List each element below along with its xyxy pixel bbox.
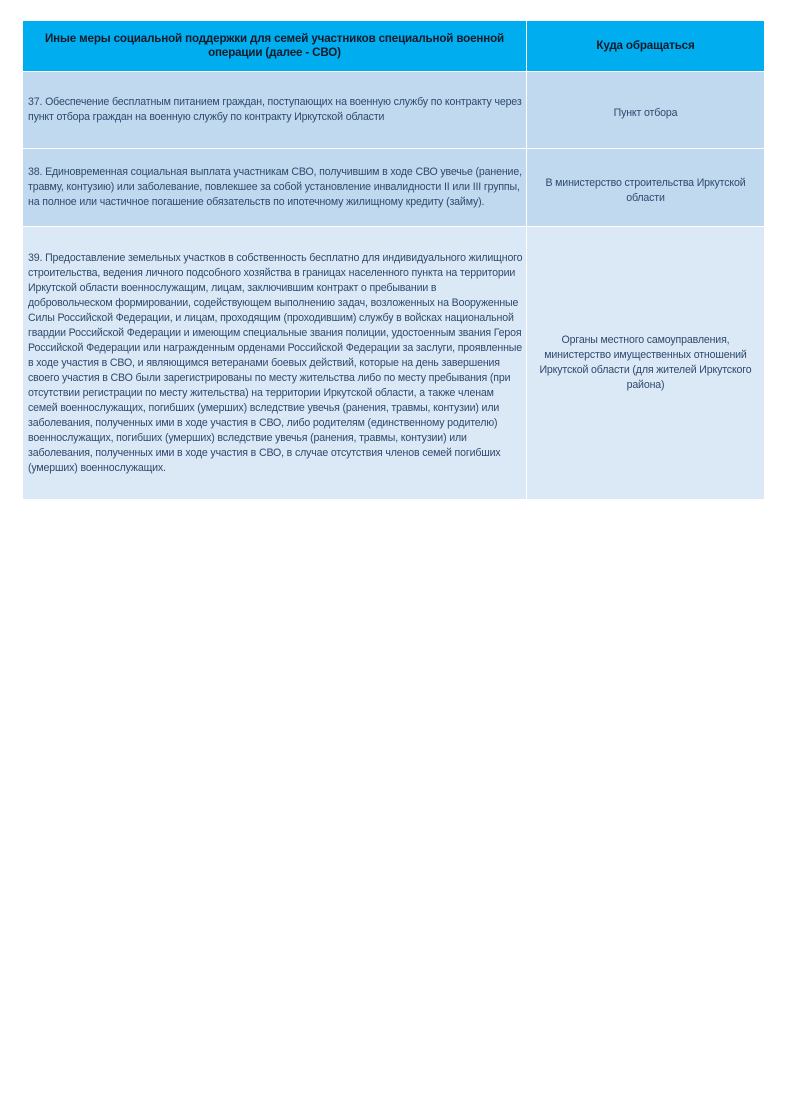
table-header-row (23, 21, 765, 72)
table-row (23, 149, 765, 227)
measure-cell: 38. Единовременная социальная выплата участникам СВО, получившим в ходе СВО увечье (ранение, травму, контузию) или заболевание, повлекшее за собой установление инвалидности II или III группы, на полное или частичное погашение обязательств по ипотечному жилищному кредиту (займу). (23, 149, 527, 227)
table-row (23, 227, 765, 500)
header-where: Куда обращаться (527, 21, 765, 72)
measure-cell: 37. Обеспечение бесплатным питанием граждан, поступающих на военную службу по контракту через пункт отбора граждан на военную службу по контракту Иркутской области (23, 72, 527, 149)
support-measures-table (22, 20, 765, 500)
header-measure: Иные меры социальной поддержки для семей участников специальной военной операции (далее - СВО) (23, 21, 527, 72)
table-row (23, 72, 765, 149)
where-cell: Органы местного самоуправления, министерство имущественных отношений Иркутской области (для жителей Иркутского района) (527, 227, 765, 500)
where-cell: В министерство строительства Иркутской области (527, 149, 765, 227)
measure-cell: 39. Предоставление земельных участков в собственность бесплатно для индивидуального жилищного строительства, ведения личного подсобного хозяйства в границах населенного пункта на территории Иркутской области военнослужащим, лицам, заключившим контракт о пребывании в добровольческом формировании, содействующем выполнению задач, возложенных на Вооруженные Силы Российской Федерации, и лицам, проходящим (проходившим) службу в войсках национальной гвардии Российской Федерации и имеющим специальные звания полиции, удостоенным звания Героя Российской Федерации или награжденным орденами Российской Федерации за заслуги, проявленные в ходе участия в СВО, и являющимся ветеранами боевых действий, которые на день завершения своего участия в СВО были зарегистрированы по месту жительства либо по месту пребывания (при отсутствии регистрации по месту жительства) на территории Иркутской области, а также членам семей военнослужащих, погибших (умерших) вследствие увечья (ранения, травмы, контузии) или заболевания, полученных ими в ходе участия в СВО, либо родителям (единственному родителю) военнослужащих, погибших (умерших) вследствие увечья (ранения, травмы, контузии) или заболевания, полученных ими в ходе участия в СВО, в случае отсутствия членов семей погибших (умерших) военнослужащих. (23, 227, 527, 500)
where-cell: Пункт отбора (527, 72, 765, 149)
document-page (22, 20, 764, 500)
